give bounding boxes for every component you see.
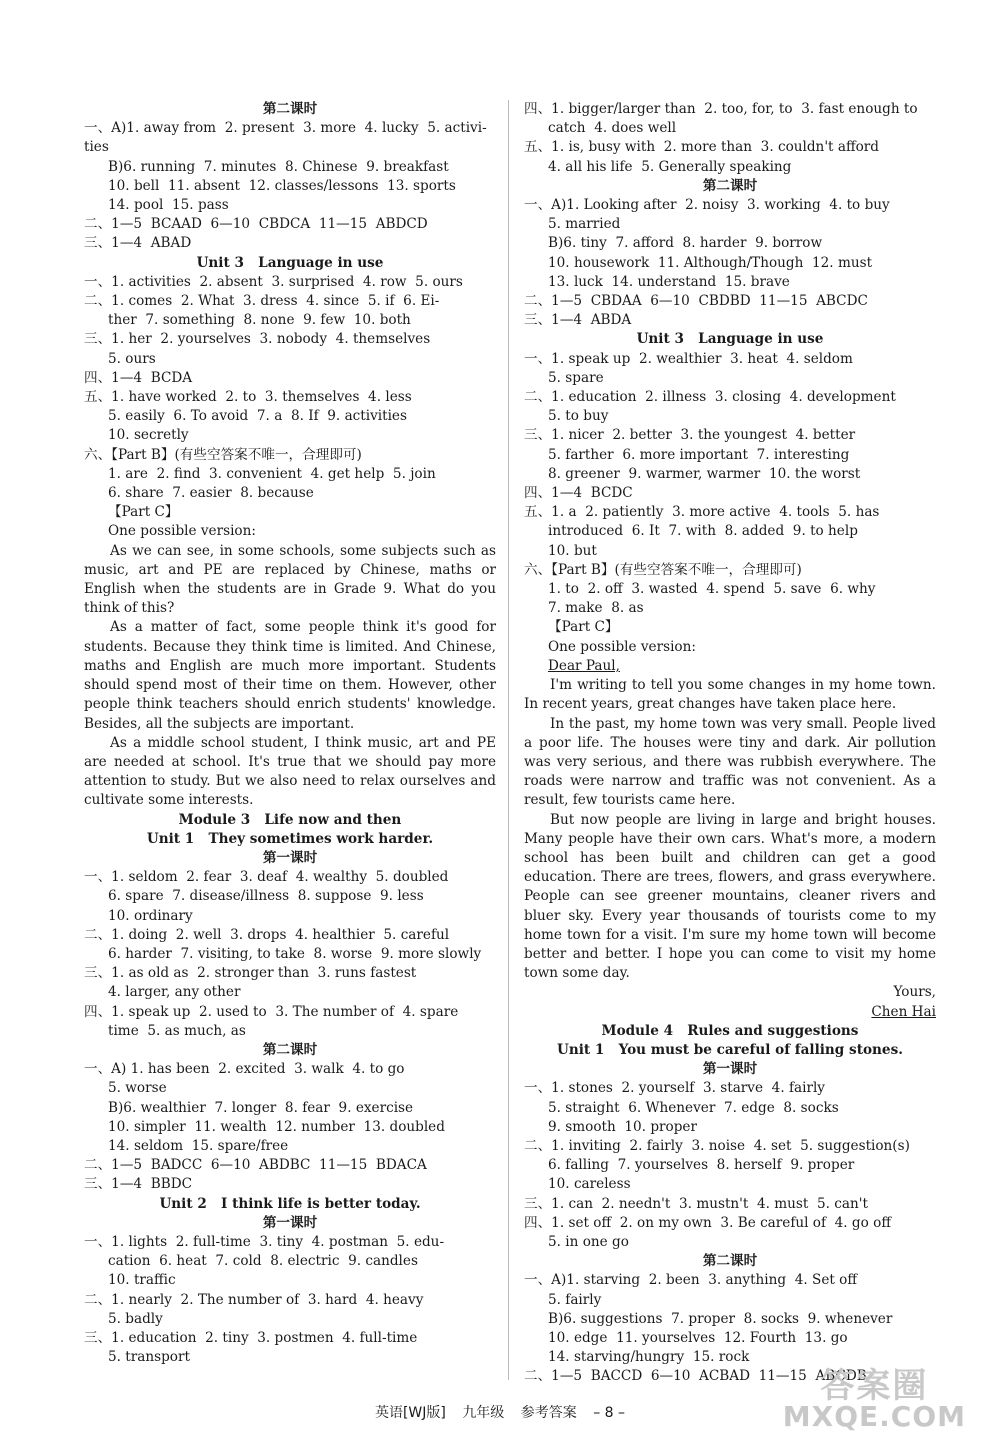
answer-line: B)6. wealthier 7. longer 8. fear 9. exercise (108, 1099, 414, 1116)
answer-line: 二、1—5 CBDAA 6—10 CBDBD 11—15 ABCDC (524, 293, 868, 310)
answer-line: 6. harder 7. visiting, to take 8. worse 9. more slowly (108, 945, 482, 962)
answer-line: 四、1. set off 2. on my own 3. Be careful of 4. go off (524, 1214, 891, 1231)
essay-paragraph: In the past, my home town was very small. People lived a poor life. The houses were tiny and dark. Air pollution was very serious, and there was rubbish everywhere. The roads were narrow and traffic was not convenient. As a result, few tourists came here. (524, 715, 936, 809)
watermark-logo: 答案圈 (820, 1366, 929, 1406)
section-heading: 第二课时 (262, 101, 318, 117)
section-heading: Unit 3 Language in use (196, 254, 384, 271)
answer-line: B)6. tiny 7. afford 8. harder 9. borrow (548, 235, 823, 252)
answer-line: 一、1. stones 2. yourself 3. starve 4. fairly (524, 1080, 825, 1097)
answer-line: 二、1—5 BADCC 6—10 ABDBC 11—15 BDACA (84, 1157, 427, 1174)
answer-line: 5. transport (108, 1349, 190, 1366)
answer-line: 四、1—4 BCDC (524, 485, 633, 502)
essay-paragraph: I'm writing to tell you some changes in my home town. In recent years, great changes have taken place here. (524, 677, 936, 713)
left-column (84, 100, 496, 1367)
essay-paragraph: As a middle school student, I think music, art and PE are needed at school. It's true that we should pay more attention to study. But we also need to relax ourselves and cultivate some interests. (84, 734, 496, 809)
section-heading: Unit 3 Language in use (636, 331, 824, 348)
answer-line: 三、1. can 2. needn't 3. mustn't 4. must 5. can't (524, 1195, 868, 1212)
answer-line: 10. bell 11. absent 12. classes/lessons 13. sports (108, 177, 456, 194)
answer-line: 10. housework 11. Although/Though 12. must (548, 254, 873, 271)
section-heading: Unit 1 They sometimes work harder. (146, 830, 434, 847)
answer-line: Dear Paul, (548, 657, 620, 674)
footer-subject: 英语[WJ版] (374, 1405, 446, 1421)
answer-line: One possible version: (108, 523, 256, 540)
answer-line: 10. edge 11. yourselves 12. Fourth 13. go (548, 1330, 848, 1346)
answer-line: B)6. running 7. minutes 8. Chinese 9. breakfast (108, 158, 449, 175)
answer-line: 5. straight 6. Whenever 7. edge 8. socks (548, 1099, 839, 1116)
answer-line: 【Part C】 (108, 504, 179, 521)
answer-line: 六、【Part B】(有些空答案不唯一，合理即可) (84, 446, 362, 463)
answer-line: 10. traffic (108, 1272, 176, 1289)
answer-line: 5. farther 6. more important 7. interesting (548, 446, 850, 463)
essay-paragraph: But now people are living in large and bright houses. Many people have their own cars. What's more, a modern school has been built and children can get a good education. There are trees, flowers, and grass everywhere. People can see greener mountains, cleaner rivers and bluer sky. Every year thousands of tourists come to my home town for a visit. I'm sure my home town will become better and better. I hope you can come to visit my home town some day. (524, 811, 936, 982)
answer-line: 五、1. have worked 2. to 3. themselves 4. less (84, 389, 412, 406)
answer-line: 14. starving/hungry 15. rock (548, 1349, 750, 1366)
answer-line: 二、1. inviting 2. fairly 3. noise 4. set 5. suggestion(s) (524, 1137, 910, 1154)
answer-line: 三、1—4 ABAD (84, 235, 192, 252)
answer-line: 13. luck 14. understand 15. brave (548, 273, 790, 290)
answer-line: 三、1—4 ABDA (524, 312, 632, 329)
answer-line: 10. careless (548, 1176, 631, 1193)
answer-line: 二、1. nearly 2. The number of 3. hard 4. heavy (84, 1291, 424, 1308)
watermark (782, 1366, 966, 1433)
section-heading: Unit 1 You must be careful of falling stones. (557, 1041, 903, 1058)
answer-line: Yours, (893, 984, 936, 1001)
answer-line: 二、1. comes 2. What 3. dress 4. since 5. if 6. Ei- (84, 293, 440, 310)
answer-line: time 5. as much, as (108, 1022, 246, 1039)
answer-line: 三、1—4 BBDC (84, 1176, 192, 1193)
answer-line: 9. smooth 10. proper (548, 1118, 697, 1135)
answer-line: 一、1. seldom 2. fear 3. deaf 4. wealthy 5. doubled (84, 869, 449, 886)
answer-line: 一、1. lights 2. full-time 3. tiny 4. postman 5. edu- (84, 1233, 445, 1250)
section-heading: 第二课时 (262, 1041, 318, 1058)
answer-line: 六、【Part B】(有些空答案不唯一，合理即可) (524, 561, 802, 578)
answer-line: 一、A)1. away from 2. present 3. more 4. lucky 5. activi- (84, 120, 487, 137)
answer-line: 5. married (548, 216, 621, 233)
answer-line: 5. to buy (548, 408, 609, 425)
section-heading: 第一课时 (702, 1061, 758, 1078)
footer-page-number: – 8 – (593, 1405, 626, 1421)
section-heading: Unit 2 I think life is better today. (159, 1195, 421, 1212)
watermark-url: MXQE.COM (782, 1400, 966, 1433)
answer-line: catch 4. does well (548, 120, 677, 137)
answer-line: 四、1—4 BCDA (84, 369, 193, 386)
essay-paragraph: As we can see, in some schools, some subjects such as music, art and PE are replaced by Chinese, maths or English when the students are in Grade 9. What do you think of this? (84, 542, 496, 617)
answer-line: 二、1. doing 2. well 3. drops 4. healthier 5. careful (84, 926, 450, 943)
answer-line: 4. larger, any other (108, 984, 241, 1001)
answer-line: 1. are 2. find 3. convenient 4. get help 5. join (108, 465, 436, 482)
answer-line: 五、1. a 2. patiently 3. more active 4. tools 5. has (524, 504, 880, 521)
answer-line: 10. simpler 11. wealth 12. number 13. doubled (108, 1118, 445, 1135)
footer-section: 参考答案 (520, 1405, 577, 1421)
answer-line: 二、1—5 BACCD 6—10 ACBAD 11—15 ABCDB (524, 1368, 867, 1385)
answer-line: 5. in one go (548, 1233, 629, 1250)
answer-line: 一、A)1. Looking after 2. noisy 3. working 4. to buy (524, 197, 890, 214)
answer-line: One possible version: (548, 638, 696, 655)
essay-paragraph: As a matter of fact, some people think it's good for students. Because they think time is limited. And Chinese, maths and English are much more important. Students should spend most of their time on them. However, other people think teachers should enrich students' knowledge. Besides, all the subjects are important. (84, 619, 496, 732)
answer-line: ties (84, 139, 109, 156)
answer-line: 四、1. speak up 2. used to 3. The number of 4. spare (84, 1003, 459, 1020)
answer-line: 1. to 2. off 3. wasted 4. spend 5. save 6. why (548, 581, 876, 598)
section-heading: 第二课时 (702, 177, 758, 194)
column-divider (508, 100, 509, 1380)
answer-line: introduced 6. It 7. with 8. added 9. to help (548, 523, 858, 540)
answer-line: 三、1. education 2. tiny 3. postmen 4. full-time (84, 1330, 418, 1346)
answer-line: 一、1. activities 2. absent 3. surprised 4. row 5. ours (84, 273, 463, 290)
answer-line: 【Part C】 (548, 619, 619, 636)
answer-line: 14. seldom 15. spare/free (108, 1137, 289, 1154)
answer-line: 8. greener 9. warmer, warmer 10. the worst (548, 465, 861, 482)
answer-line: ther 7. something 8. none 9. few 10. both (108, 312, 411, 329)
answer-line: 二、1—5 BCAAD 6—10 CBDCA 11—15 ABDCD (84, 216, 428, 233)
answer-line: 一、A)1. starving 2. been 3. anything 4. Set off (524, 1272, 858, 1289)
answer-line: 三、1. as old as 2. stronger than 3. runs fastest (84, 965, 417, 982)
answer-line: 10. secretly (108, 427, 189, 444)
answer-line: 三、1. nicer 2. better 3. the youngest 4. better (524, 427, 856, 444)
answer-line: 5. spare (548, 369, 604, 386)
answer-line: 5. badly (108, 1310, 163, 1327)
answer-line: 10. ordinary (108, 907, 193, 924)
answer-line: 四、1. bigger/larger than 2. too, for, to 3. fast enough to (524, 101, 918, 117)
answer-line: 一、A) 1. has been 2. excited 3. walk 4. to go (84, 1061, 405, 1078)
answer-line: 4. all his life 5. Generally speaking (548, 158, 792, 175)
answer-line: 一、1. speak up 2. wealthier 3. heat 4. seldom (524, 350, 853, 367)
section-heading: Module 3 Life now and then (178, 811, 402, 828)
section-heading: 第一课时 (262, 1214, 318, 1231)
answer-line: 三、1. her 2. yourselves 3. nobody 4. themselves (84, 331, 431, 348)
answer-line: cation 6. heat 7. cold 8. electric 9. candles (108, 1253, 418, 1270)
section-heading: Module 4 Rules and suggestions (601, 1022, 859, 1039)
right-column (524, 100, 936, 1387)
answer-line: 7. make 8. as (548, 600, 644, 617)
answer-line: 5. easily 6. To avoid 7. a 8. If 9. activities (108, 408, 407, 425)
answer-line: 6. spare 7. disease/illness 8. suppose 9. less (108, 888, 424, 905)
section-heading: 第二课时 (702, 1253, 758, 1270)
answer-line: 5. worse (108, 1080, 167, 1097)
footer-grade: 九年级 (462, 1405, 505, 1421)
answer-line: 二、1. education 2. illness 3. closing 4. development (524, 389, 896, 406)
answer-line: 14. pool 15. pass (108, 197, 229, 214)
answer-line: B)6. suggestions 7. proper 8. socks 9. whenever (548, 1310, 893, 1327)
answer-line: 五、1. is, busy with 2. more than 3. couldn't afford (524, 139, 879, 156)
answer-line: 6. share 7. easier 8. because (108, 485, 314, 502)
section-heading: 第一课时 (262, 849, 318, 866)
answer-line: 5. fairly (548, 1291, 602, 1308)
answer-line: Chen Hai (871, 1003, 936, 1020)
answer-line: 6. falling 7. yourselves 8. herself 9. proper (548, 1157, 855, 1174)
answer-line: 5. ours (108, 350, 156, 367)
answer-line: 10. but (548, 542, 597, 559)
